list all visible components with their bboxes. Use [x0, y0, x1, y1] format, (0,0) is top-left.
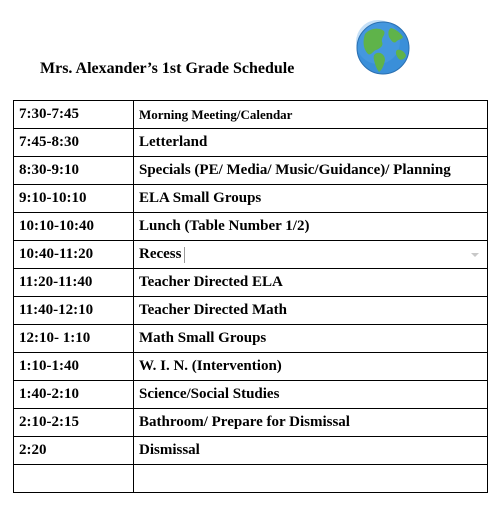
time-cell[interactable]: 10:10-10:40: [14, 213, 134, 241]
table-row: [14, 465, 488, 493]
table-row: [14, 101, 488, 129]
table-row: [14, 157, 488, 185]
activity-cell[interactable]: Science/Social Studies: [134, 381, 488, 409]
activity-cell[interactable]: Teacher Directed Math: [134, 297, 488, 325]
activity-cell[interactable]: Letterland: [134, 129, 488, 157]
table-row: [14, 325, 488, 353]
table-row: [14, 409, 488, 437]
globe-icon: [355, 20, 411, 76]
time-cell[interactable]: 11:20-11:40: [14, 269, 134, 297]
time-cell[interactable]: 9:10-10:10: [14, 185, 134, 213]
activity-cell[interactable]: Math Small Groups: [134, 325, 488, 353]
activity-cell[interactable]: [134, 465, 488, 493]
activity-text: Recess: [139, 246, 182, 262]
time-cell[interactable]: 2:20: [14, 437, 134, 465]
activity-cell[interactable]: Morning Meeting/Calendar: [134, 101, 488, 129]
time-cell[interactable]: 7:45-8:30: [14, 129, 134, 157]
time-cell[interactable]: 8:30-9:10: [14, 157, 134, 185]
time-cell[interactable]: 2:10-2:15: [14, 409, 134, 437]
table-row: [14, 241, 488, 269]
activity-cell[interactable]: Teacher Directed ELA: [134, 269, 488, 297]
activity-cell[interactable]: W. I. N. (Intervention): [134, 353, 488, 381]
activity-cell[interactable]: Specials (PE/ Media/ Music/Guidance)/ Planning: [134, 157, 488, 185]
table-row: [14, 437, 488, 465]
table-row: [14, 297, 488, 325]
time-cell[interactable]: 11:40-12:10: [14, 297, 134, 325]
time-cell[interactable]: 1:40-2:10: [14, 381, 134, 409]
page-title: Mrs. Alexander’s 1st Grade Schedule: [40, 60, 295, 77]
time-cell[interactable]: 12:10- 1:10: [14, 325, 134, 353]
table-row: [14, 353, 488, 381]
table-row: [14, 185, 488, 213]
table-row: [14, 269, 488, 297]
table-row: [14, 381, 488, 409]
activity-cell[interactable]: ELA Small Groups: [134, 185, 488, 213]
activity-cell[interactable]: Bathroom/ Prepare for Dismissal: [134, 409, 488, 437]
time-cell[interactable]: 1:10-1:40: [14, 353, 134, 381]
activity-cell[interactable]: Lunch (Table Number 1/2): [134, 213, 488, 241]
activity-cell[interactable]: [134, 241, 488, 269]
table-row: [14, 129, 488, 157]
time-cell[interactable]: 10:40-11:20: [14, 241, 134, 269]
chevron-down-icon[interactable]: [470, 250, 480, 260]
time-cell[interactable]: [14, 465, 134, 493]
text-cursor: [184, 247, 185, 263]
schedule-table: [13, 100, 488, 493]
table-row: [14, 213, 488, 241]
activity-cell[interactable]: Dismissal: [134, 437, 488, 465]
time-cell[interactable]: 7:30-7:45: [14, 101, 134, 129]
